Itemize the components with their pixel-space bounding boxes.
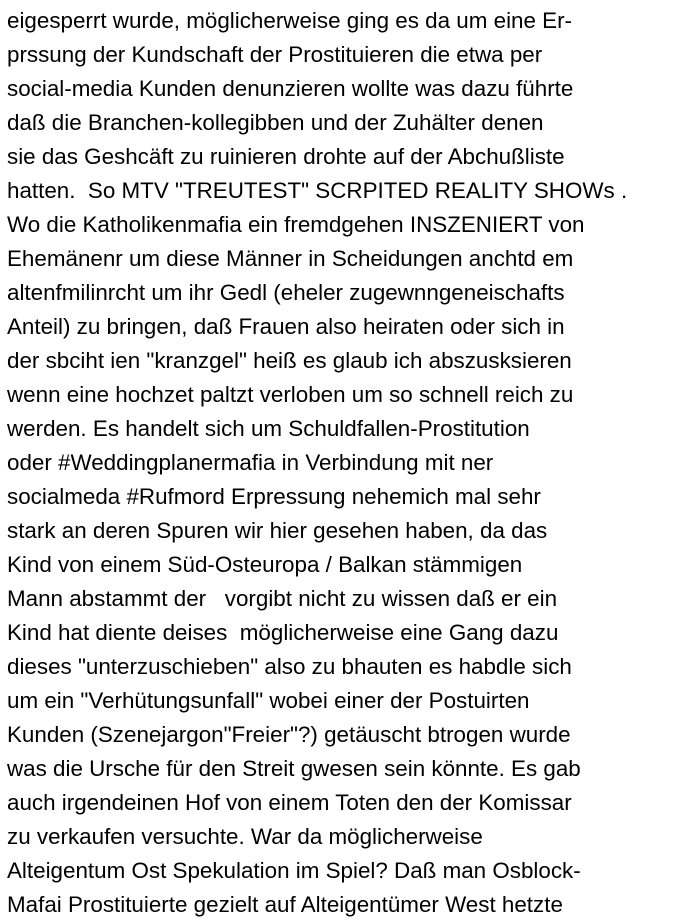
text-line: Wo die Katholikenmafia ein fremdgehen INSZENIERT von bbox=[7, 212, 585, 237]
text-line: werden. Es handelt sich um Schuldfallen-Prostitution bbox=[7, 416, 530, 441]
text-line: socialmeda #Rufmord Erpressung nehemich mal sehr bbox=[7, 484, 541, 509]
text-line: Kind von einem Süd-Osteuropa / Balkan stämmigen bbox=[7, 552, 523, 577]
text-line: Ehemänenr um diese Männer in Scheidungen anchtd em bbox=[7, 246, 574, 271]
text-line: dieses "unterzuschieben" also zu bhauten es habdle sich bbox=[7, 654, 572, 679]
text-line: zu verkaufen versuchte. War da möglicherweise bbox=[7, 824, 483, 849]
text-line: Mafai Prostituierte gezielt auf Alteigentümer West hetzte bbox=[7, 892, 563, 917]
text-line: sie das Geshcäft zu ruinieren drohte auf der Abchußliste bbox=[7, 144, 565, 169]
text-line: Kunden (Szenejargon"Freier"?) getäuscht btrogen wurde bbox=[7, 722, 571, 747]
text-line: social-media Kunden denunzieren wollte was dazu führte bbox=[7, 76, 574, 101]
text-line: prssung der Kundschaft der Prostituieren die etwa per bbox=[7, 42, 543, 67]
text-line: daß die Branchen-kollegibben und der Zuhälter denen bbox=[7, 110, 544, 135]
document-text bbox=[7, 4, 683, 922]
text-line: der sbciht ien "kranzgel" heiß es glaub ich abszusksieren bbox=[7, 348, 572, 373]
text-line: was die Ursche für den Streit gwesen sein könnte. Es gab bbox=[7, 756, 581, 781]
text-line: auch irgendeinen Hof von einem Toten den der Komissar bbox=[7, 790, 572, 815]
text-line: altenfmilinrcht um ihr Gedl (eheler zugewnngeneischafts bbox=[7, 280, 565, 305]
text-line: Mann abstammt der vorgibt nicht zu wissen daß er ein bbox=[7, 586, 558, 611]
text-line: Alteigentum Ost Spekulation im Spiel? Daß man Osblock- bbox=[7, 858, 581, 883]
text-line: Kind hat diente deises möglicherweise eine Gang dazu bbox=[7, 620, 559, 645]
text-line: oder #Weddingplanermafia in Verbindung mit ner bbox=[7, 450, 494, 475]
text-line: Anteil) zu bringen, daß Frauen also heiraten oder sich in bbox=[7, 314, 565, 339]
text-line: hatten. So MTV "TREUTEST" SCRPITED REALITY SHOWs . bbox=[7, 178, 628, 203]
text-line: um ein "Verhütungsunfall" wobei einer der Postuirten bbox=[7, 688, 530, 713]
text-line: wenn eine hochzet paltzt verloben um so schnell reich zu bbox=[7, 382, 574, 407]
text-line: stark an deren Spuren wir hier gesehen haben, da das bbox=[7, 518, 548, 543]
text-line: eigesperrt wurde, möglicherweise ging es da um eine Er- bbox=[7, 8, 573, 33]
